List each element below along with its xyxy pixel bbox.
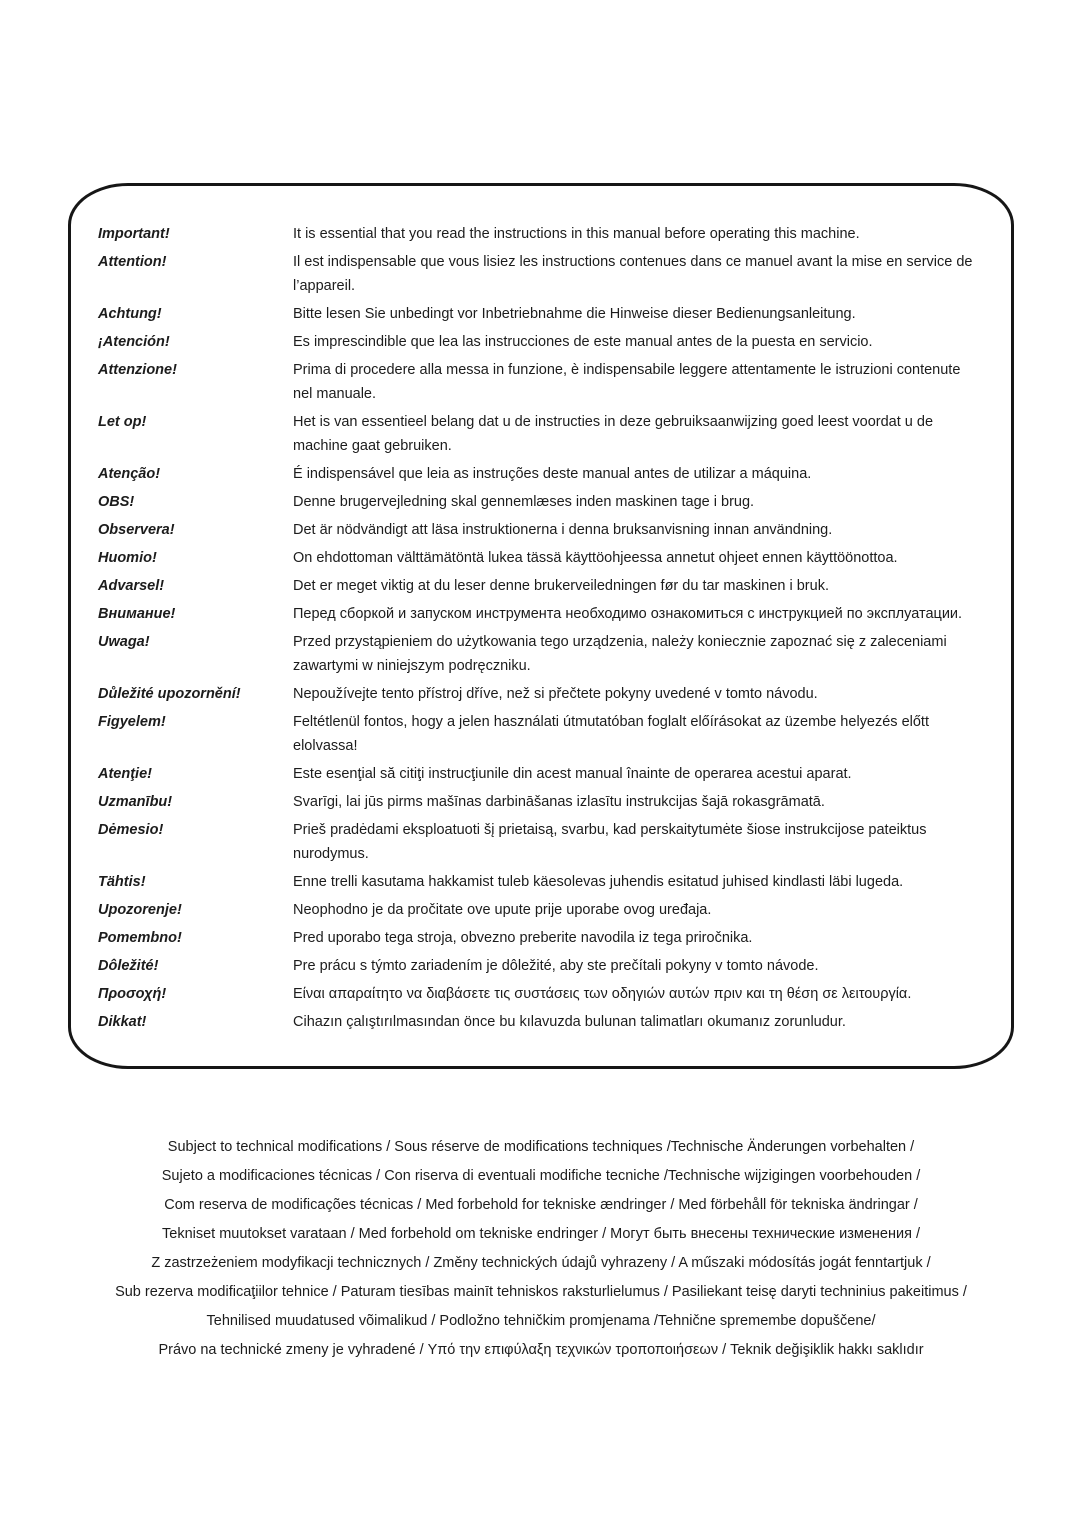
warning-label: Dikkat! xyxy=(98,1014,147,1030)
warning-label: Προσοχή! xyxy=(98,986,167,1002)
warning-row xyxy=(97,250,981,298)
footer-lines xyxy=(0,1133,1082,1365)
warning-row xyxy=(97,710,981,758)
footer-line: Sujeto a modificaciones técnicas / Con riserva di eventuali modifiche tecniche /Technische wijzigingen voorbehouden / xyxy=(161,1168,921,1184)
warning-row xyxy=(97,410,981,458)
warning-text: Prima di procedere alla messa in funzione, è indispensabile leggere attentamente le istruzioni contenute nel manuale. xyxy=(293,362,961,402)
warning-row xyxy=(97,926,981,950)
warning-row xyxy=(97,818,981,866)
warning-label: Pomembno! xyxy=(98,930,182,946)
warning-text: Denne brugervejledning skal gennemlæses inden maskinen tage i brug. xyxy=(293,494,755,510)
warning-row xyxy=(97,574,981,598)
warning-label: Observera! xyxy=(98,522,175,538)
warning-row xyxy=(97,954,981,978)
warning-row xyxy=(97,790,981,814)
warning-label: Achtung! xyxy=(98,306,162,322)
footer xyxy=(0,1133,1082,1365)
warning-label: Dôležité! xyxy=(98,958,159,974)
warning-row xyxy=(97,630,981,678)
footer-line: Com reserva de modificações técnicas / Med forbehold for tekniske ændringer / Med förbehåll för tekniska ändringar / xyxy=(164,1197,918,1213)
warning-row xyxy=(97,982,981,1006)
warning-text: Feltétlenül fontos, hogy a jelen használati útmutatóban foglalt előírásokat az üzembe helyezés előtt elolvassa! xyxy=(293,714,929,754)
warning-row xyxy=(97,358,981,406)
warning-row xyxy=(97,870,981,894)
warning-row xyxy=(97,330,981,354)
warning-label: Let op! xyxy=(98,414,147,430)
warning-text: Svarīgi, lai jūs pirms mašīnas darbināšanas izlasītu instrukcijas šajā rokasgrāmatā. xyxy=(293,794,825,810)
warning-label: Atenção! xyxy=(98,466,161,482)
warning-text: Het is van essentieel belang dat u de instructies in deze gebruiksaanwijzing goed leest voordat u de machine gaat gebruiken. xyxy=(293,414,934,454)
footer-line: Sub rezerva modificaţiilor tehnice / Paturam tiesības mainīt tehniskos raksturlielumus / Pasiliekant teisę daryti techninius pakeitimus / xyxy=(115,1284,967,1300)
warning-row xyxy=(97,602,981,626)
footer-line: Z zastrzeżeniem modyfikacji technicznych / Změny technických údajů vyhrazeny / A műszaki módosítás jogát fenntartjuk / xyxy=(151,1255,931,1271)
warning-label: OBS! xyxy=(98,494,135,510)
warning-row xyxy=(97,546,981,570)
warning-row xyxy=(97,1010,981,1034)
warning-text: It is essential that you read the instructions in this manual before operating this machine. xyxy=(293,226,860,242)
warning-text: Es imprescindible que lea las instrucciones de este manual antes de la puesta en servicio. xyxy=(293,334,873,350)
warning-label: Tähtis! xyxy=(98,874,146,890)
warning-text: Είναι απαραίτητο να διαβάσετε τις συστάσεις των οδηγιών αυτών πριν και τη θέση σε λειτουργία. xyxy=(293,986,912,1002)
warning-text: Pred uporabo tega stroja, obvezno preberite navodila iz tega priročnika. xyxy=(293,930,753,946)
warning-text: Det er meget viktig at du leser denne brukerveiledningen før du tar maskinen i bruk. xyxy=(293,578,829,594)
warning-text: Bitte lesen Sie unbedingt vor Inbetriebnahme die Hinweise dieser Bedienungsanleitung. xyxy=(293,306,856,322)
warning-label: Atenţie! xyxy=(98,766,152,782)
warning-list xyxy=(97,222,981,1034)
warning-row xyxy=(97,222,981,246)
warning-text: Enne trelli kasutama hakkamist tuleb käesolevas juhendis esitatud juhised kindlasti läbi lugeda. xyxy=(293,874,904,890)
footer-line: Subject to technical modifications / Sous réserve de modifications techniques /Technische Änderungen vorbehalten / xyxy=(167,1139,915,1155)
warning-label: Attention! xyxy=(98,254,167,270)
footer-line: Právo na technické zmeny je vyhradené / Υπό την επιφύλαξη τεχνικών τροποποιήσεων / Teknik değişiklik hakkı saklıdır xyxy=(158,1342,924,1358)
warning-label: Uzmanību! xyxy=(98,794,173,810)
warning-label: Dėmesio! xyxy=(98,822,164,838)
warning-label: Důležité upozornění! xyxy=(98,686,241,702)
warning-label: Advarsel! xyxy=(98,578,165,594)
warning-text: Перед сборкой и запуском инструмента необходимо ознакомиться с инструкцией по эксплуатации. xyxy=(293,606,963,622)
warning-label: Upozorenje! xyxy=(98,902,182,918)
warning-text: Neophodno je da pročitate ove upute prije uporabe ovog uređaja. xyxy=(293,902,712,918)
warning-label: Внимание! xyxy=(98,606,176,622)
warning-label: ¡Atención! xyxy=(98,334,170,350)
warning-text: Pre prácu s týmto zariadením je dôležité, aby ste prečítali pokyny v tomto návode. xyxy=(293,958,819,974)
warning-label: Figyelem! xyxy=(98,714,166,730)
warning-text: Este esenţial să citiţi instrucţiunile din acest manual înainte de operarea acestui aparat. xyxy=(293,766,852,782)
footer-line: Tekniset muutokset varataan / Med forbehold om tekniske endringer / Могут быть внесены технические изменения / xyxy=(162,1226,920,1242)
warning-row xyxy=(97,518,981,542)
warning-row xyxy=(97,898,981,922)
warning-text: Il est indispensable que vous lisiez les instructions contenues dans ce manuel avant la mise en service de l’appareil. xyxy=(293,254,973,294)
warning-box xyxy=(68,183,1014,1069)
warning-text: Przed przystąpieniem do użytkowania tego urządzenia, należy koniecznie zapoznać się z zaleceniami zawartymi w niniejszym podręczniku. xyxy=(293,634,947,674)
warning-text: É indispensável que leia as instruções deste manual antes de utilizar a máquina. xyxy=(293,466,812,482)
warning-label: Uwaga! xyxy=(98,634,150,650)
warning-label: Huomio! xyxy=(98,550,157,566)
warning-text: Prieš pradėdami eksploatuoti šį prietaisą, svarbu, kad perskaitytumėte šiose instrukcijose pateiktus nurodymus. xyxy=(293,822,927,862)
warning-text: Cihazın çalıştırılmasından önce bu kılavuzda bulunan talimatları okumanız zorunludur. xyxy=(293,1014,846,1030)
warning-text: On ehdottoman välttämätöntä lukea tässä käyttöohjeessa annetut ohjeet ennen käyttöönottoa. xyxy=(293,550,898,566)
warning-text: Det är nödvändigt att läsa instruktionerna i denna bruksanvisning innan användning. xyxy=(293,522,833,538)
warning-label: Important! xyxy=(98,226,170,242)
warning-row xyxy=(97,490,981,514)
footer-line: Tehnilised muudatused võimalikud / Podložno tehničkim promjenama /Tehnične spremembe dopuščene/ xyxy=(206,1313,876,1329)
warning-text: Nepoužívejte tento přístroj dříve, než si přečtete pokyny uvedené v tomto návodu. xyxy=(293,686,818,702)
warning-row xyxy=(97,302,981,326)
warning-row xyxy=(97,682,981,706)
warning-row xyxy=(97,462,981,486)
warning-label: Attenzione! xyxy=(98,362,177,378)
warning-row xyxy=(97,762,981,786)
